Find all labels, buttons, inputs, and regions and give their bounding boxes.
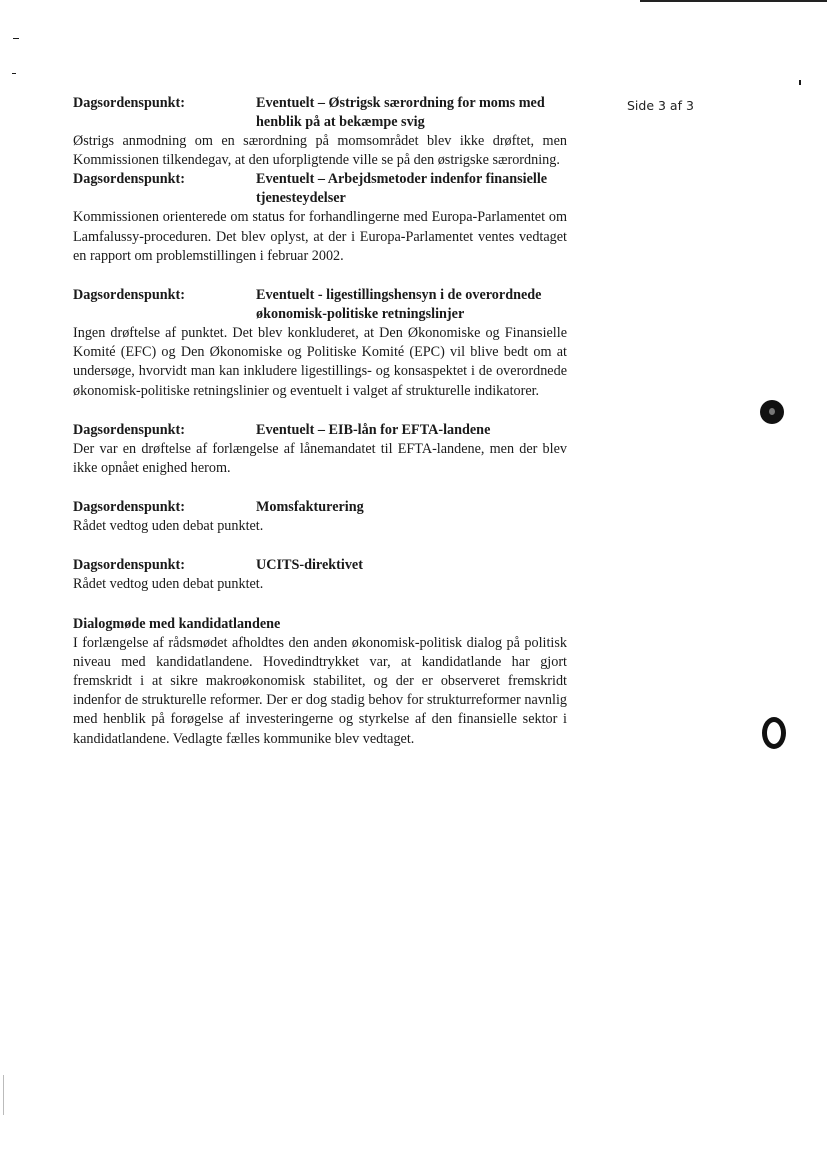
scan-edge-line	[3, 1075, 4, 1115]
document-body	[73, 94, 567, 749]
agenda-item-heading	[73, 170, 567, 208]
scan-speck	[799, 80, 801, 85]
agenda-label: Dagsordenspunkt:	[73, 557, 185, 574]
agenda-item-heading	[73, 498, 567, 517]
agenda-item-text: Rådet vedtog uden debat punktet.	[73, 576, 264, 593]
section-text: I forlængelse af rådsmødet afholdtes den anden økonomisk-politisk dialog på politisk niveau med kandidatlandene. Hovedindtrykket var, at kandidatlande har gjort fremskridt i at sikre makroøkonomisk stabilitet, og der er observeret fremskridt indenfor de strukturelle reformer. Der er dog stadig behov for strukturreformer navnlig med henblik på forøgelse af investeringerne og styrkelse af den finansielle sektor i kandidatlandene. Vedlagte fælles kommunike blev vedtaget.	[73, 634, 567, 747]
agenda-title: Momsfakturering	[256, 499, 364, 516]
agenda-label: Dagsordenspunkt:	[73, 421, 185, 438]
agenda-item-text: Der var en drøftelse af forlængelse af lånemandatet til EFTA-landene, men der blev ikke opnået enighed herom.	[73, 440, 567, 477]
agenda-item-text: Rådet vedtog uden debat punktet.	[73, 518, 264, 535]
agenda-title: Eventuelt – EIB-lån for EFTA-landene	[256, 421, 491, 438]
agenda-label: Dagsordenspunkt:	[73, 499, 185, 516]
agenda-title: Eventuelt – Arbejdsmetoder indenfor finansielle tjenesteydelser	[256, 171, 548, 207]
agenda-item-text: Ingen drøftelse af punktet. Det blev konkluderet, at Den Økonomiske og Finansielle Komité (EFC) og Den Økonomiske og Politiske Komité (EPC) vil blive bedt om at undersøge, hvorvidt man kan inkludere ligestillings- og konsaspektet i de overordnede økonomisk-politiske retningslinier og eventuelt i valget af strukturelle indikatorer.	[73, 325, 567, 399]
agenda-item-heading	[73, 94, 567, 132]
agenda-item-heading	[73, 556, 567, 575]
agenda-label: Dagsordenspunkt:	[73, 287, 185, 304]
punch-hole-mark	[762, 717, 786, 749]
agenda-title: Eventuelt - ligestillingshensyn i de overordnede økonomisk-politiske retningslinjer	[256, 287, 542, 323]
agenda-item-heading	[73, 286, 567, 324]
agenda-item-heading	[73, 421, 567, 440]
scan-speck	[13, 38, 19, 39]
scan-speck	[12, 73, 16, 74]
page-number: Side 3 af 3	[627, 98, 694, 113]
agenda-item-text: Kommissionen orienterede om status for forhandlingerne med Europa-Parlamentet om Lamfalussy-proceduren. Det blev oplyst, at der i Europa-Parlamentet ventes vedtaget en rapport om problemstillingen i februar 2002.	[73, 209, 567, 264]
agenda-title: UCITS-direktivet	[256, 557, 363, 574]
section-heading: Dialogmøde med kandidatlandene	[73, 615, 281, 632]
agenda-label: Dagsordenspunkt:	[73, 95, 185, 111]
agenda-item-text: Østrigs anmodning om en særordning på momsområdet blev ikke drøftet, men Kommissionen tilkendegav, at den uforpligtende ville se på den østrigske særordning.	[73, 133, 567, 169]
agenda-label: Dagsordenspunkt:	[73, 171, 185, 188]
agenda-title: Eventuelt – Østrigsk særordning for moms med henblik på at bekæmpe svig	[256, 95, 545, 130]
punch-hole-mark	[760, 400, 784, 424]
scan-edge-line	[640, 0, 827, 2]
